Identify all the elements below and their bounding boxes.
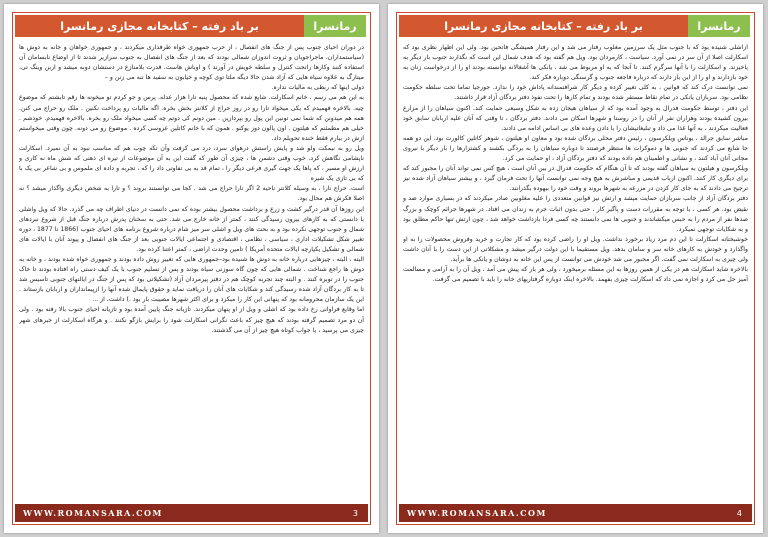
paragraph: ویل رو به نیمکت ولو شد و پایش راستش درهوای سرد، درد می کرفت وآن تکه چوب هم که مناسب نبود به آن نمیرد. اسکارلت ناپشامی نگاهش کرد. خوب وقتی دشمن ها ، چیزی آن طور که گفت این به آن موضوعات از تیره ای ذهنی که شش ماه نه کاری و ارزش او مسیر ، که پاها یک جهت گیری فرعی دیگر را ، تمام قد به بی تفاوتی داد را که ، تجربه و داده ای ملموس و بی شاعر بی یک با که بی تازی یک شیره <box>19 144 364 183</box>
page-frame <box>396 12 755 525</box>
paragraph: دولی اینها که ربطی به مالیات نداره. <box>271 84 364 92</box>
paragraph: این دفتر ، توسط حکومت فدرال به وجود آمده بود که از سیاهان هیجان زده به شکل وسیعی حمایت کند. اکنون سیاهان را از مزارع بیرون کشیده بودند وهزاران نفر از آنان را در روستا و شهرها اسکان می دادند. دفتر بردگان ، تا وقتی که آنان علیه اربابان سابق خود فعالیت میکردند ، به آنها غذا می داد و تبلیغاتیشان را با دادن وعده های بی اساس ادامه می دادند. <box>403 104 748 132</box>
page-header <box>15 15 368 37</box>
paragraph: در دوران احیای جنوب پس از جنگ های انفصال ، از حزب جمهوری خواه طرفداری میکردند ، و جمهوری خواهان و خانه به دوش ها (سیاستمداران، ماجراجویان و ثروت اندوزان شمالی بودند که بعد از جنگ های انفصال به جنوب سرازیر شدند تا از اوضاع نابسامان آن استفاده کنند وکارها راتحت کنترل و سلطه خویش در آورند ) و اوباش هاست. قدرت بلامنازع در دستشان دوبه میشد و اربن وینگ تی، میتارگ به علاوه سیاه هایی که آزاد شدن حالا دیگه ملتا توی کوچه و خیابون به سفید ها تنه می زنن و – <box>19 44 364 82</box>
page-footer <box>399 504 752 522</box>
page-footer <box>15 504 368 522</box>
paragraph: این روزها آن قدر درگیر کشت و زرع و برداشت محصول بیشتر بوده که نمی دانست در دنیای اطراف چه می گذرد. حالا که ویل واشلی با دانستی که به کارهای بیرون رسیدگی کنند ، کمتر از خانه خارج می شد. حتی به سخنان پدرش درباره جنگ قبل از شروع نبردهای شمال و جنوب توجهی نکرده بود و به بحث های ویل و اشلی سر میز شام درباره شروع برنامه های احیای جنوب (1866 تا 1877 ، دوره تغییر شکل تشکیلات اداری ، سیاسی ، نظامی ، اقتصادی و اجتماعی ایالات جنوبی بعد از جنگ های انفصال و پیوند آنان با ایالات های شمالی و تشکیل یکپارچه ایالات متحده آمریکا ) تامین وحدت اراضی ، کمتر اعتنا کرده بود. <box>19 205 364 253</box>
paragraph: اما وقایع فراوانی رخ داده بود که اشلی و ویل از او پنهان میکردند. تازیانه جنگ پایین آمده بود و تازیانه احیای جنوب بالا رفته بود . ولی آن دو مرد تصمیم گرفته بودند که هیچ چیز که باعث نگرانی اسکارلت شود را برایش بازگو نکنند . و هرگاه اسکارلت از خبرهای شهر چیزی می پرسید ، با جواب کوتاه هیچ چیز از آن می گذشتند. <box>19 306 364 334</box>
paragraph: نمی توانست درک کند که قوانین ، به کلی تغییر کرده و دیگر کار شرافتمندانه پاداش خود را ندارد. جورجیا تماما تحت سلطه حکومت نظامی بود. سربازان یانکی در تمام نقاط مستقر شده بودند و تمام کارها را تحت نفوذ دفتر بردگان آزاد قرار داشتند. <box>403 84 748 102</box>
paragraph: ازاشلی شنیده بود که با جنوب مثل یک سرزمین مغلوب رفتار می شد و این رفتار همیشگی فاتحین بود. ولی این اظهار نظری بود که اسکارلت اصلا از آن سر در نمی آورد. سیاست ، کارمردان بود. ویل هم گفته بود که هدف شمال این است که نگذارند جنوب بار دیگر به پاخیزند. و اسکارلت را با آنها سرگرم کنند. تا آنجا که به او مربوط می شد ، یانکی ها آشغالانه توانسته بودند او را از درخواست زنان به خود بازدارند و او را از این باز دارند که درباره فاجعه جنوب و گرسنگی دوباره فکر کند. <box>403 44 748 82</box>
brand-logo: رمانسرا <box>688 15 752 37</box>
paragraph: به این هم می رسم ، خانم اسکارلت. شایع شده که محصول پنبه تارا هزار عدله. پرس و جو کردم تو میخونه ها رقم تابشتم که موضوع چیه. بالاخره فهمیدم که یکی میخواد تارا رو در روز حراج از کلانتر بخش بخره. اگه مالیات رو پرداخت نکنین . ملک رو حراج می کنن. همه هم میدونن که شما نمی تونین این پول رو بپردازین . مین دونم کی دوتم چه کسی میخواد ملک رو بخره. بالاخره فهمیدم. خودشم . خیلی هم مطمئنم که هیلتون . اون پالون دوز یوکنو . همون که با خانم کاتلین عروسی کرده . موضوع رو می دونه. چون وقتی میخواستم ازش در بیارم فقط خنده تحویلم داد. <box>19 94 364 142</box>
page-number: 3 <box>352 508 358 518</box>
page-number: 4 <box>736 508 742 518</box>
brand-logo: رمانسرا <box>304 15 368 37</box>
page-body <box>19 43 364 494</box>
page-header <box>399 15 752 37</box>
paragraph: دفتر بردگان آزاد از جانب سربازان حمایت میشد و ارتش نیز قوانین متعددی را علیه مغلوبین صادر میکردند که در بسیاری موارد ضد و نقیض بود. هر کسی ، با توجه به مقررات دست و پاگیر کار ، حتی بدون اثبات جرم به زندان می افتاد. در شهرها جرائم کوچک و بزرگ صدها نفر از مردم را به حبس میکشاندند و جنوبی ها نمی دانستند چه کسی فردا بازداشت خواهد شد ، چون ارتش تنها حاکم مطلق بود و به شکایات توجهی نمیکرد. <box>403 195 748 233</box>
paragraph: خوشبختانه اسکارلت تا این دم مرد زیاد برخورد نداشت. ویل او را راضی کرده بود که کار تجارت و خرید وفروش محصولات را به او واگذارد و خودش به کارهای خانه سر و سامان بدهد. ویل مستقیما با این دولت درگیر میشد و مشکلاتی از این دست را با آنان داشت ولی چیزی به اسکارلت نمی گفت. اگر مجبور می شد خودش می توانست از پس این خانه به دوشان و یانکی ها برآید. <box>403 235 748 263</box>
site-url: WWW.ROMANSARA.COM <box>23 508 163 518</box>
page-right <box>388 4 763 533</box>
page-body <box>403 43 748 494</box>
paragraph: البته ، البته ، چیزهایی درباره خانه به دوش ها شنیده بود–جمهوری هایی که تغییر روش داده بودند و جمهوری خواه شده بودند ، و خانه به دوش ها راجع شناخت . شمالی هایی که چون گاه سوزنی سیاه بودند و پس از تسلیم جنوب با یک کیف دستی راه افتاده بودند تا خاک جنوب را در توبره کنند . و البته چند تجربه کوچک هم در دفتر پیرمردان آزاد (تشکیلاتی بود که پس از جنگ در ایالتهای جنوبی تاسیس شد تا به کار بردگان آزاد شده رسیدگی کند و شکایات های آنان را دریافت نماید و حقوق پایمال شده آنها را ازپیمانداران و اربابان بازستاند . این یک سازمان محرومانه بود که پنهانی این کار را میکرد و برای اکثر شهرها مصیبت بار بود .) داشت، از ... <box>19 255 364 304</box>
book-title: بر باد رفته – کتابخانه مجازی رمانسرا <box>15 15 304 37</box>
paragraph: مباشر سابق جرالد ، یوناس ویلکرسون ، رئیس دفتر محلی بردگان شده بود و معاون او هیلتون ، شوهر کاتلین کالورت بود. این دو همه جا شایع می کردند که جنوبی ها و دموکرات ها منتظر فرصتند تا دوباره سیاهان را به بردگی بکشند و کشتزارها را بار دیگر با نیروی مجانی آنان آباد کنند ، و نشانی و اطمینان هم داده بودند که دفتر بردگان آزاد ، او حمایت می کرد. <box>403 134 748 163</box>
page-frame <box>12 12 371 525</box>
page-left <box>4 4 379 533</box>
paragraph: ویلکرسون و هیلتون به سیاهان گفته بودند که تا آن هنگام که حکومت فدرال در بین آنان است ، هیچ کس نمی تواند آنان را مجبور کند که برای دیگری کار کنند. اکنون ارباب قدیمی و مباشرش به هیچ وجه نمی توانست آنها را تحت فرمان گیرد ، و بیشتر سیاهان آزاد شده نیز ترجیح می دادند که به جای کار کردن در مزرعه به شهرها بروند و وقت خود را بیهوده بگذرانند. <box>403 165 748 193</box>
paragraph: است. حراج تارا ، به وسیله کلانتر ناحیه 2 اگر تارا حراج می شد . کجا می توانستند بروند ؟ و تارا به شخص دیگری واگذار میشد ؟ نه اصلا فکرش هم محال بود. <box>19 185 364 203</box>
site-url: WWW.ROMANSARA.COM <box>407 508 547 518</box>
paragraph: بالاخره شاید اسکارلت هم در یکی از همین روزها به این مسئله برمیخورد ، ولی هر بار که پیش می آمد ، ویل آن را به آرامی و مسالمت آمیز حل می کرد و اجازه نمی داد که اسکارلت چیزی بفهمد. بالاخره اینک دوباره گرفتاریهای خانه را باید با تصمیم می گرفت. <box>403 266 748 284</box>
book-title: بر باد رفته – کتابخانه مجازی رمانسرا <box>399 15 688 37</box>
